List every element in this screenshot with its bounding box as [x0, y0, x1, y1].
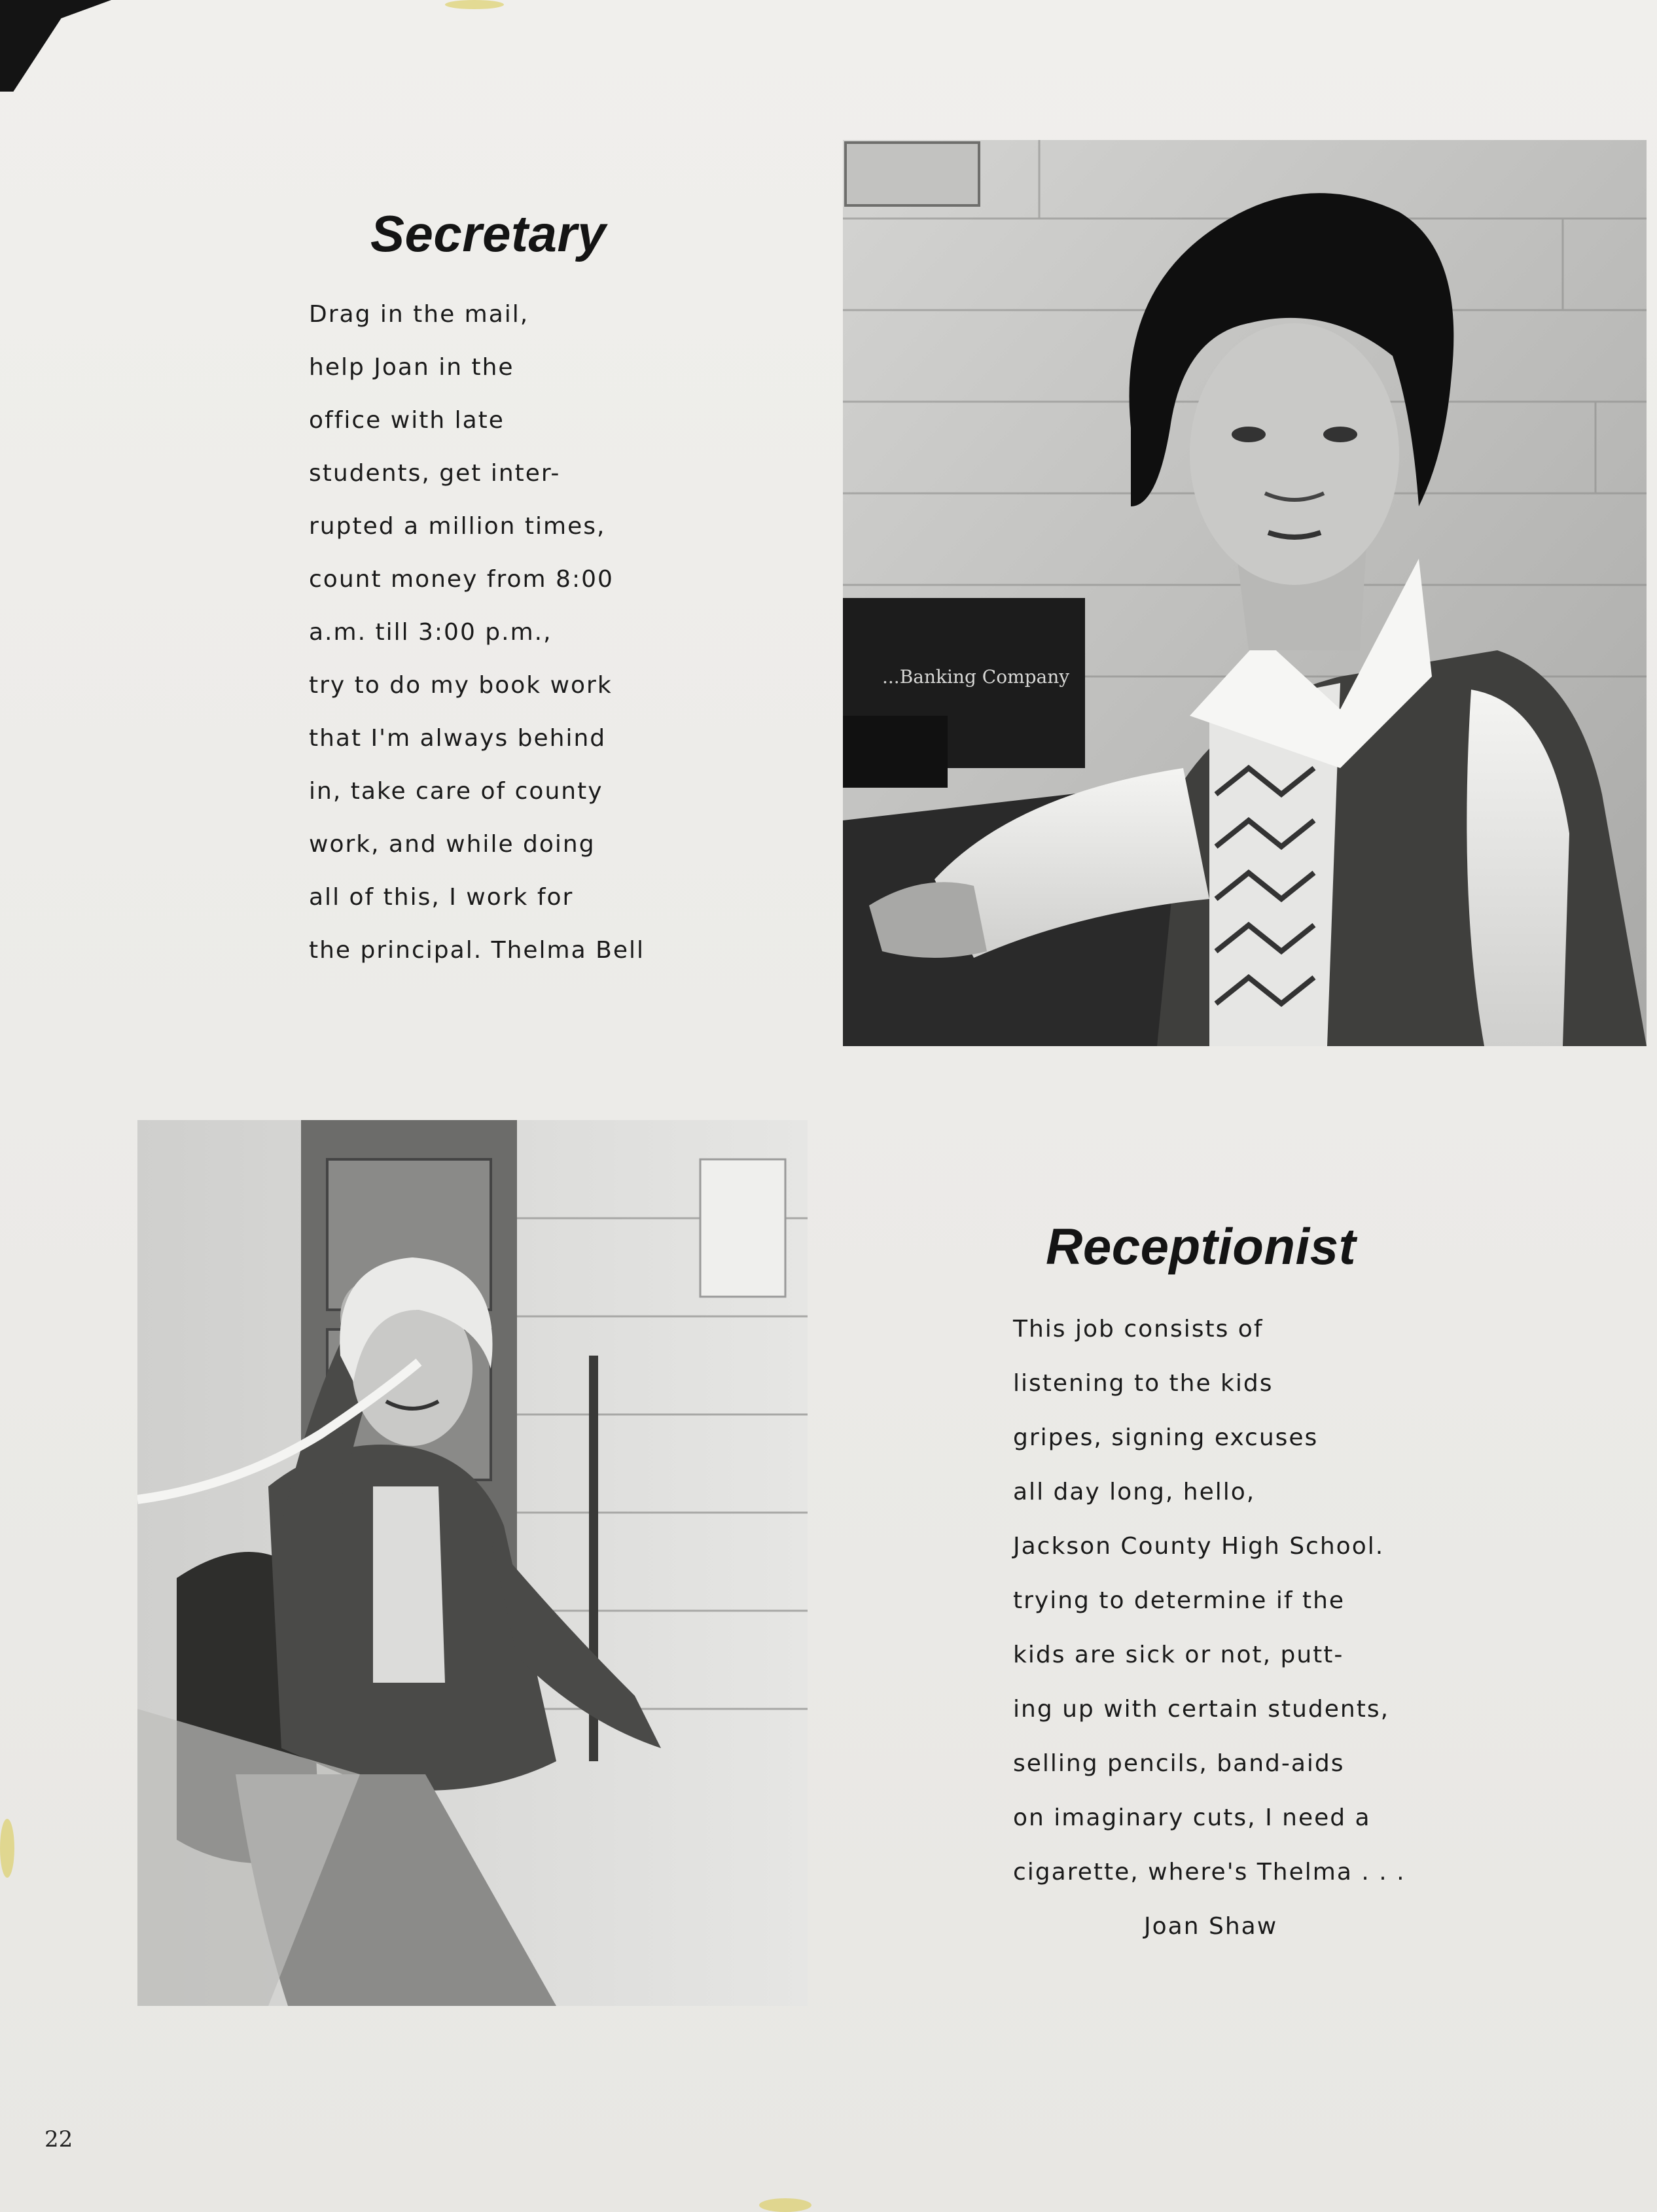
text-line: work, and while doing: [309, 831, 596, 858]
text-line: This job consists of: [1013, 1316, 1264, 1343]
text-line: trying to determine if the: [1013, 1587, 1345, 1614]
text-line: all of this, I work for: [309, 884, 574, 911]
secretary-photo-illustration: [843, 140, 1647, 1046]
plaque-text: ...Banking Company: [882, 666, 1070, 688]
page-number: 22: [45, 2126, 73, 2152]
stain: [445, 0, 504, 9]
torn-corner: [0, 0, 111, 92]
stain: [759, 2198, 811, 2212]
secretary-photo: [843, 140, 1647, 1046]
text-line: try to do my book work: [309, 672, 613, 699]
text-line: students, get inter-: [309, 460, 561, 487]
text-line: cigarette, where's Thelma . . .: [1013, 1859, 1406, 1886]
text-line: office with late: [309, 407, 505, 434]
text-line: all day long, hello,: [1013, 1479, 1256, 1505]
receptionist-photo-illustration: [137, 1120, 808, 2006]
secretary-text: [309, 288, 645, 977]
text-line: help Joan in the: [309, 354, 514, 381]
receptionist-text: [1013, 1302, 1406, 1954]
text-line: on imaginary cuts, I need a: [1013, 1804, 1371, 1831]
receptionist-title: Receptionist: [1046, 1218, 1357, 1275]
receptionist-photo: [137, 1120, 808, 2006]
text-line: a.m. till 3:00 p.m.,: [309, 619, 552, 646]
text-line: kids are sick or not, putt-: [1013, 1641, 1344, 1668]
text-line: that I'm always behind: [309, 725, 607, 752]
text-line: count money from 8:00: [309, 566, 614, 593]
text-line: rupted a million times,: [309, 513, 606, 540]
secretary-title: Secretary: [370, 205, 607, 262]
text-line: ing up with certain students,: [1013, 1696, 1390, 1723]
signature: Joan Shaw: [1144, 1913, 1278, 1940]
stain: [0, 1819, 14, 1878]
text-line: listening to the kids: [1013, 1370, 1274, 1397]
text-line: the principal. Thelma Bell: [309, 937, 645, 964]
text-line: gripes, signing excuses: [1013, 1424, 1319, 1451]
text-line: Jackson County High School.: [1013, 1533, 1385, 1560]
text-line: in, take care of county: [309, 778, 603, 805]
text-line: selling pencils, band-aids: [1013, 1750, 1345, 1777]
text-line: Drag in the mail,: [309, 301, 529, 328]
